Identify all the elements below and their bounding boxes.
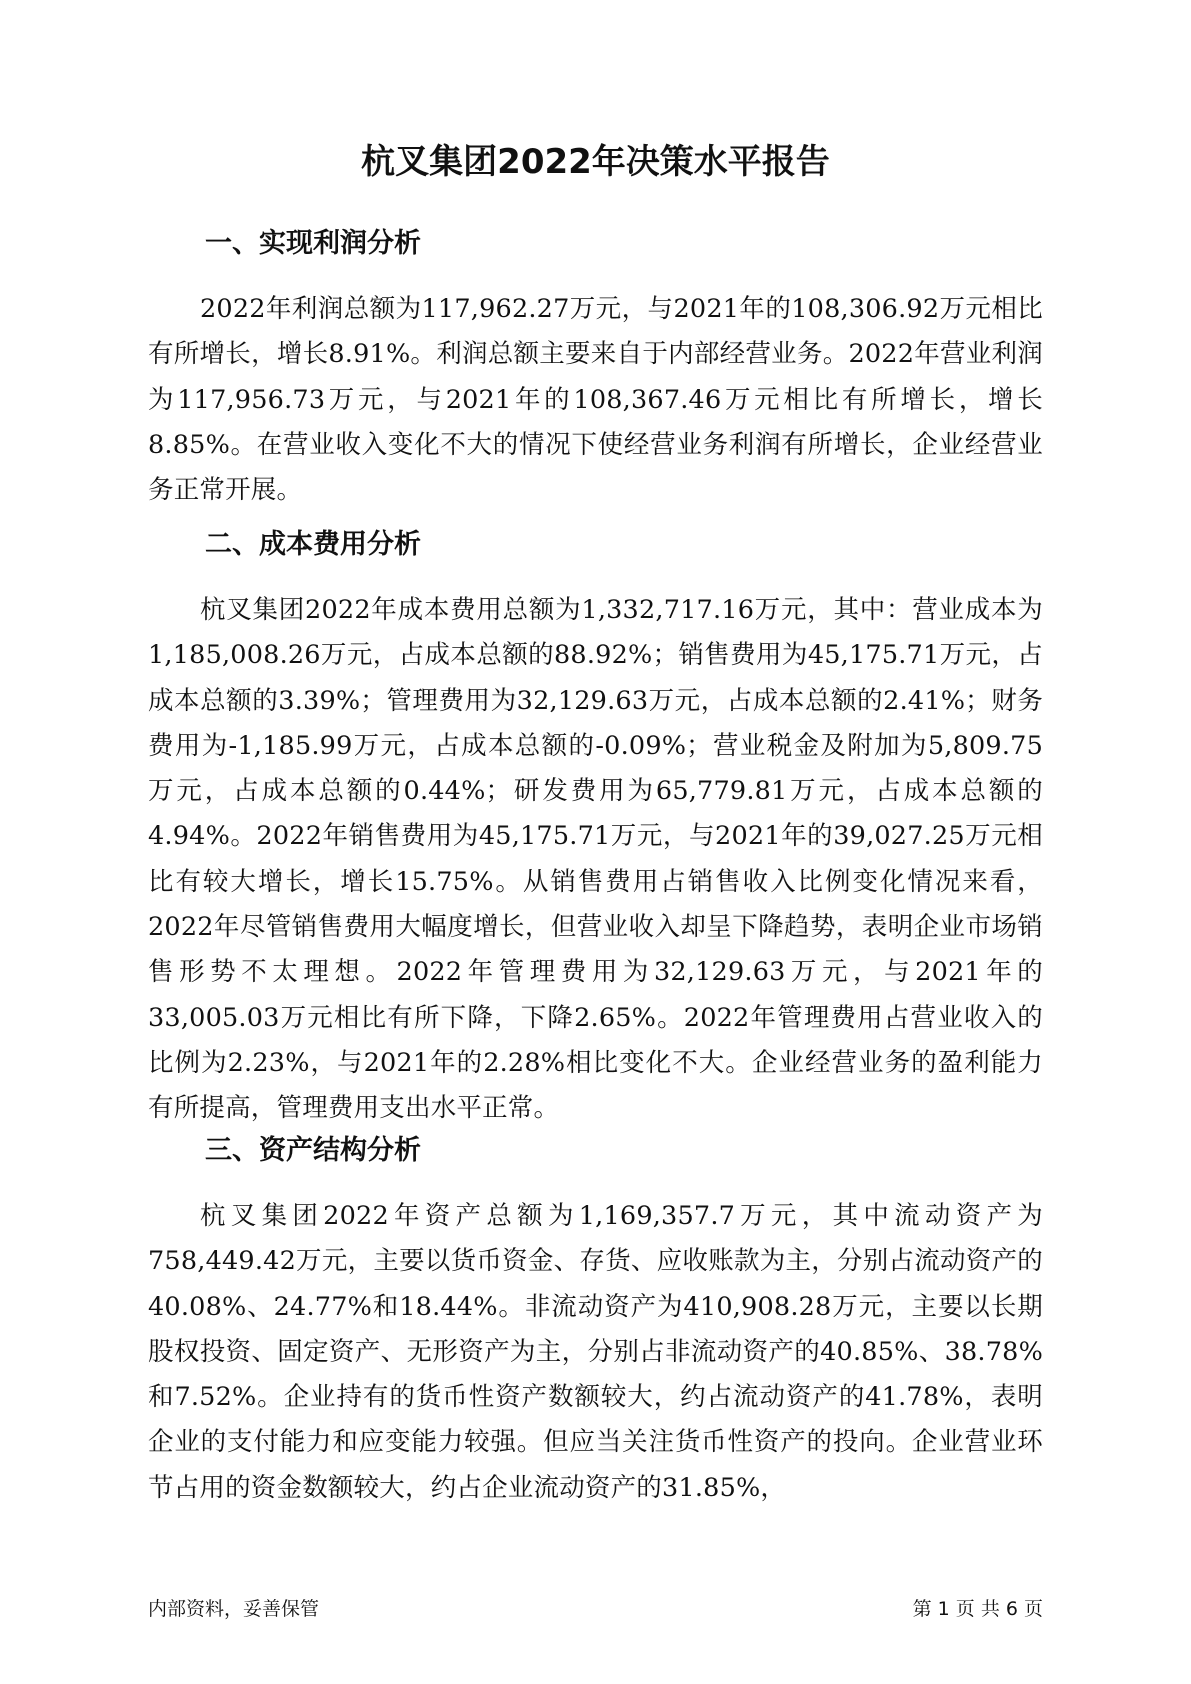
section-heading-profit: 一、实现利润分析 bbox=[205, 228, 421, 259]
footer-page-number: 第 1 页 共 6 页 bbox=[912, 1598, 1043, 1620]
section-heading-cost: 二、成本费用分析 bbox=[205, 529, 421, 560]
footer-confidential-note: 内部资料，妥善保管 bbox=[148, 1598, 320, 1620]
section-heading-assets: 三、资产结构分析 bbox=[205, 1135, 421, 1166]
section-body-assets: 杭叉集团2022年资产总额为1,169,357.7万元，其中流动资产为758,449.42万元，主要以货币资金、存货、应收账款为主，分别占流动资产的40.08%、24.77%和18.44%。非流动资产为410,908.28万元，主要以长期股权投资、固定资产、无形资产为主，分别占非流动资产的40.85%、38.78%和7.52%。企业持有的货币性资产数额较大，约占流动资产的41.78%，表明企业的支付能力和应变能力较强。但应当关注货币性资产的投向。企业营业环节占用的资金数额较大，约占企业流动资产的31.85%， bbox=[148, 1201, 1043, 1503]
section-body-cost: 杭叉集团2022年成本费用总额为1,332,717.16万元，其中：营业成本为1,185,008.26万元，占成本总额的88.92%；销售费用为45,175.71万元，占成本总额的3.39%；管理费用为32,129.63万元，占成本总额的2.41%；财务费用为-1,185.99万元，占成本总额的-0.09%；营业税金及附加为5,809.75万元，占成本总额的0.44%；研发费用为65,779.81万元，占成本总额的4.94%。2022年销售费用为45,175.71万元，与2021年的39,027.25万元相比有较大增长，增长15.75%。从销售费用占销售收入比例变化情况来看，2022年尽管销售费用大幅度增长，但营业收入却呈下降趋势，表明企业市场销售形势不太理想。2022年管理费用为32,129.63万元，与2021年的33,005.03万元相比有所下降，下降2.65%。2022年管理费用占营业收入的比例为2.23%，与2021年的2.28%相比变化不大。企业经营业务的盈利能力有所提高，管理费用支出水平正常。 bbox=[148, 595, 1043, 1124]
section-body-profit: 2022年利润总额为117,962.27万元，与2021年的108,306.92万元相比有所增长，增长8.91%。利润总额主要来自于内部经营业务。2022年营业利润为117,956.73万元，与2021年的108,367.46万元相比有所增长，增长8.85%。在营业收入变化不大的情况下使经营业务利润有所增长，企业经营业务正常开展。 bbox=[148, 294, 1043, 506]
document-title: 杭叉集团2022年决策水平报告 bbox=[361, 142, 830, 182]
